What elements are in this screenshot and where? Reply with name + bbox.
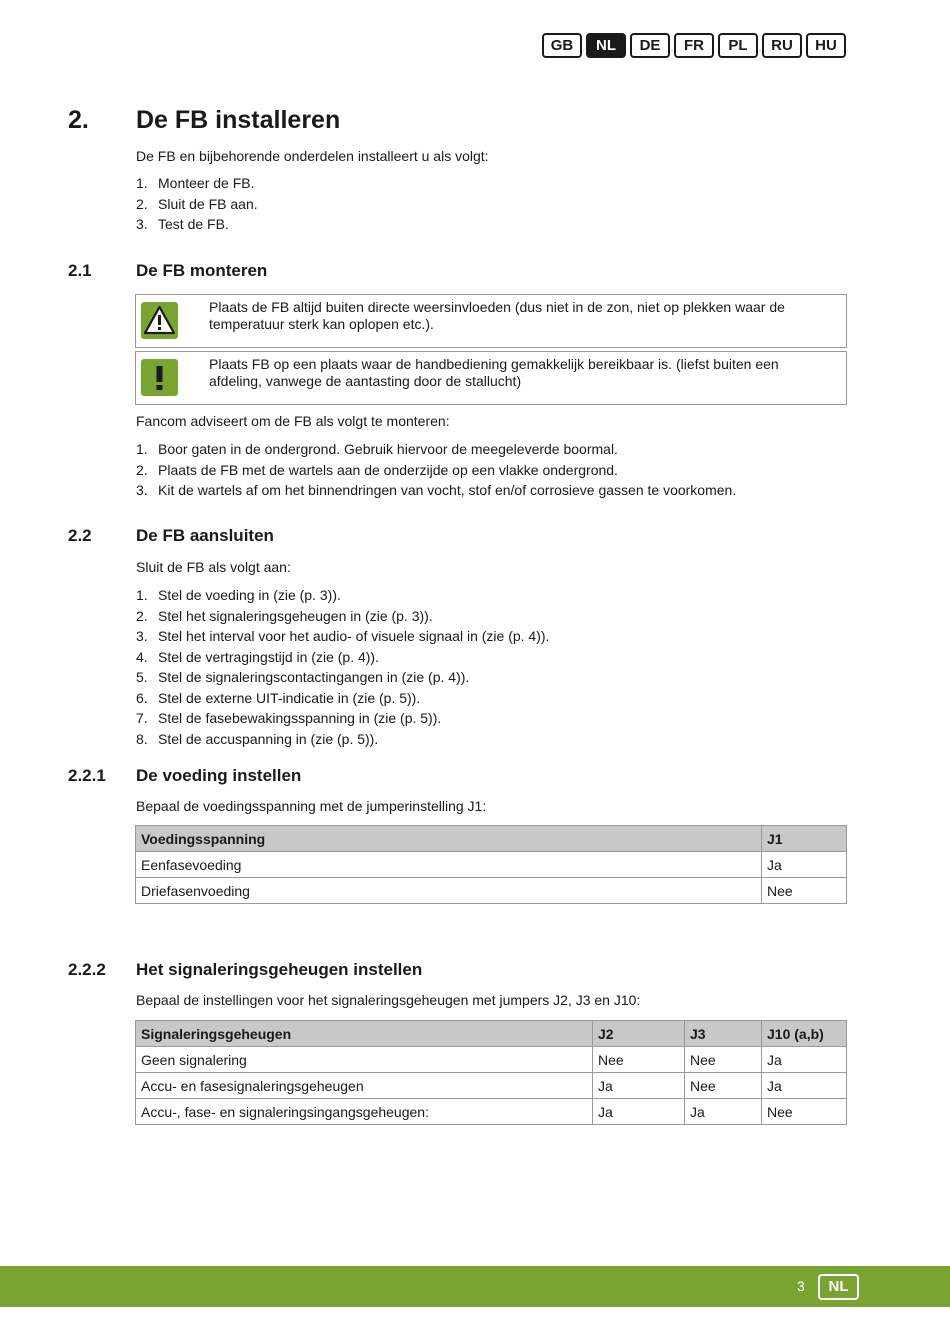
language-selector <box>542 33 846 58</box>
section-heading: De FB aansluiten <box>136 526 274 545</box>
table-cell: Geen signalering <box>136 1047 593 1073</box>
signalering-table <box>135 1020 847 1125</box>
section-number: 2.2.2 <box>68 960 106 979</box>
table-header: Voedingsspanning <box>136 826 762 852</box>
section-intro: Bepaal de voedingsspanning met de jumperinstelling J1: <box>136 798 487 814</box>
list-item: 2. Sluit de FB aan. <box>136 195 258 212</box>
section-number: 2. <box>68 106 89 134</box>
table-cell: Nee <box>762 878 847 904</box>
table-cell: Accu-, fase- en signaleringsingangsgeheugen: <box>136 1099 593 1125</box>
list-item: 7. Stel de fasebewakingsspanning in (zie (p. 5)). <box>136 710 442 726</box>
page-title: De FB installeren <box>136 106 341 134</box>
list-item: 2. Plaats de FB met de wartels aan de onderzijde op een vlakke ondergrond. <box>136 461 618 478</box>
step-list <box>136 439 736 501</box>
step-list <box>136 173 258 235</box>
section-number: 2.2.1 <box>68 766 106 785</box>
table-row <box>136 852 847 878</box>
list-item: 2. Stel het signaleringsgeheugen in (zie (p. 3)). <box>136 607 433 624</box>
table-cell: Driefasenvoeding <box>136 878 762 904</box>
table-header-row <box>136 1021 847 1047</box>
lang-button-de[interactable]: DE <box>630 33 670 58</box>
section-heading: De FB monteren <box>136 261 268 280</box>
warning-text: Plaats de FB altijd buiten directe weersinvloeden (dus niet in de zon, niet op plekken waar de temperatuur sterk kan oplopen etc.). <box>209 299 785 332</box>
table-cell: Ja <box>593 1073 685 1099</box>
list-item: 8. Stel de accuspanning in (zie (p. 5)). <box>136 730 379 747</box>
table-row <box>136 1099 847 1125</box>
warning-triangle-icon <box>141 302 178 339</box>
table-header-row <box>136 826 847 852</box>
lang-button-nl[interactable]: NL <box>586 33 626 58</box>
lang-button-fr[interactable]: FR <box>674 33 714 58</box>
lang-button-gb[interactable]: GB <box>542 33 582 58</box>
table-cell: Nee <box>685 1047 762 1073</box>
table-cell: Ja <box>685 1099 762 1125</box>
section-intro: Bepaal de instellingen voor het signaleringsgeheugen met jumpers J2, J3 en J10: <box>136 992 641 1008</box>
exclamation-icon <box>141 359 178 396</box>
table-header: J2 <box>593 1021 685 1047</box>
step-list <box>136 585 549 749</box>
table-cell: Accu- en fasesignaleringsgeheugen <box>136 1073 593 1099</box>
list-item: 3. Test de FB. <box>136 216 229 232</box>
table-row <box>136 1073 847 1099</box>
table-cell: Eenfasevoeding <box>136 852 762 878</box>
table-row <box>136 878 847 904</box>
warning-note <box>135 294 847 348</box>
list-item: 1. Boor gaten in de ondergrond. Gebruik hiervoor de meegeleverde boormal. <box>136 441 618 457</box>
table-cell: Nee <box>593 1047 685 1073</box>
table-header: Signaleringsgeheugen <box>136 1021 593 1047</box>
list-item: 1. Stel de voeding in (zie (p. 3)). <box>136 587 341 603</box>
list-item: 3. Stel het interval voor het audio- of visuele signaal in (zie (p. 4)). <box>136 628 550 644</box>
table-cell: Ja <box>593 1099 685 1125</box>
table-header: J3 <box>685 1021 762 1047</box>
section-number: 2.1 <box>68 261 92 280</box>
section-intro: De FB en bijbehorende onderdelen installeert u als volgt: <box>136 148 489 164</box>
list-item: 1. Monteer de FB. <box>136 175 255 191</box>
section-heading: Het signaleringsgeheugen instellen <box>136 960 423 979</box>
notice-text: Plaats FB op een plaats waar de handbediening gemakkelijk bereikbaar is. (liefst buiten een afdeling, vanwege de aantasting door de stallucht) <box>209 356 779 389</box>
lang-button-pl[interactable]: PL <box>718 33 758 58</box>
lang-button-ru[interactable]: RU <box>762 33 802 58</box>
section-intro: Sluit de FB als volgt aan: <box>136 559 291 575</box>
notice-note <box>135 351 847 405</box>
page-number: 3 <box>797 1278 805 1294</box>
list-item: 3. Kit de wartels af om het binnendringen van vocht, stof en/of corrosieve gassen te voorkomen. <box>136 482 737 498</box>
table-cell: Ja <box>762 1047 847 1073</box>
table-row <box>136 1047 847 1073</box>
section-number: 2.2 <box>68 526 92 545</box>
voeding-table <box>135 825 847 904</box>
table-cell: Nee <box>685 1073 762 1099</box>
table-cell: Nee <box>762 1099 847 1125</box>
lang-button-hu[interactable]: HU <box>806 33 846 58</box>
table-cell: Ja <box>762 852 847 878</box>
table-cell: Ja <box>762 1073 847 1099</box>
footer-lang-badge: NL <box>818 1274 859 1300</box>
section-intro: Fancom adviseert om de FB als volgt te monteren: <box>136 413 450 429</box>
footer-bar <box>0 1266 950 1307</box>
table-header: J10 (a,b) <box>762 1021 847 1047</box>
table-header: J1 <box>762 826 847 852</box>
section-heading: De voeding instellen <box>136 766 302 785</box>
list-item: 5. Stel de signaleringscontactingangen in (zie (p. 4)). <box>136 669 470 685</box>
list-item: 4. Stel de vertragingstijd in (zie (p. 4)). <box>136 648 379 665</box>
list-item: 6. Stel de externe UIT-indicatie in (zie (p. 5)). <box>136 689 421 706</box>
